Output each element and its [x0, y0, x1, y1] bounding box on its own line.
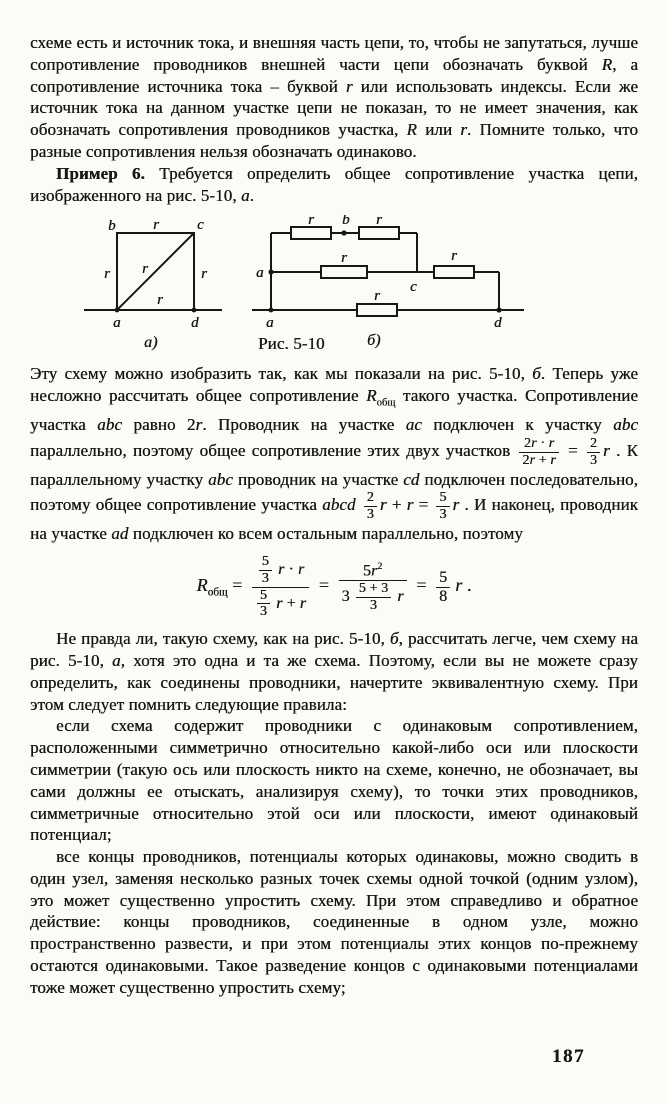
resistor-box	[357, 304, 397, 316]
resistor-label: r	[374, 288, 380, 305]
node-label-a: a	[256, 265, 264, 282]
resistor-box	[291, 227, 331, 239]
paragraph-solution: Эту схему можно изобразить так, как мы показали на рис. 5-10, б. Теперь уже несложно рассчитать общее сопротивление $R_{общ}$ такого участка. Сопротивление участка abc равно 2r. Проводник на участке ac подключен к участку abc параллельно, поэтому общее сопротивление этих двух участков $\frac{2r \cdot r}{2r + r}$ = $\frac{2}{3}$ r . К параллельному участку abc проводник на участке cd подключен последовательно, поэтому общее сопротивление участка abcd $\frac{2}{3}$ r + r = $\frac{5}{3}$ r . И наконец, проводник на участке ad подключен ко всем остальным параллельно, поэтому	[30, 364, 639, 543]
resistor-label: r	[341, 250, 347, 267]
resistor-box	[359, 227, 399, 239]
paragraph-rule-nodes: все концы проводников, потенциалы которых одинаковы, можно сводить в один узел, заменяя несколько разных точек схемы одной точкой (одним узлом), это может существенно упростить схему. При этом справедливо и обратное действие: концы проводников, соединенные в одном узле, можно пространственно развести, и при этом потенциалы этих концов по-прежнему остаются одинаковыми. Такое разведение концов с одинаковыми потенциалами тоже может существенно упростить схему;	[30, 847, 638, 997]
paragraph-intro: схеме есть и источник тока, и внешняя часть цепи, то, чтобы не запутаться, лучше сопротивление проводников внешней части цепи обозначать буквой R, а сопротивление источника тока – буквой r или использовать индексы. Если же источник тока на данном участке цепи не показан, то не имеет значения, как обозначать сопротивления проводников участка, R или r. Помните только, что разные сопротивления нельзя обозначать одинаково.	[30, 33, 639, 161]
node-dot-b	[341, 231, 346, 236]
resistor-box	[321, 266, 367, 278]
node-label-b: b	[342, 215, 350, 229]
node-dot-d	[496, 308, 501, 313]
resistor-label: r	[153, 217, 159, 234]
node-dot-a-bottom	[269, 308, 274, 313]
node-label-a: a	[113, 315, 121, 332]
node-dot-a	[268, 270, 273, 275]
node-label-d: d	[494, 315, 502, 332]
page-number: 187	[552, 1046, 585, 1067]
node-label-b: b	[108, 218, 116, 235]
resistor-label: r	[157, 292, 163, 309]
paragraph-example-6: Пример 6. Требуется определить общее сопротивление участка цепи, изображенного на рис. 5-10, а.	[30, 163, 638, 205]
resistor-box	[434, 266, 474, 278]
resistor-label: r	[451, 248, 457, 265]
resistor-label: r	[201, 266, 207, 283]
equation-r-total: $R_{общ}$ = $\frac{5}{3}$ r · r $\frac{5}{3}$ r + r = $5r^2$ 3 $\frac{5 + 3}{3}$ r = $\frac{5}{8}$ r .	[196, 554, 472, 620]
resistor-label: r	[142, 261, 148, 278]
subfigure-label-a: а)	[144, 334, 158, 352]
resistor-label: r	[308, 215, 314, 229]
circuit-diagram-b	[252, 215, 542, 350]
node-dot-a	[115, 308, 120, 313]
node-label-a-bottom: а	[266, 315, 274, 332]
figure-5-10	[30, 215, 638, 357]
subfigure-label-b: б)	[367, 332, 381, 350]
page-content	[30, 32, 638, 999]
node-label-c: c	[197, 217, 204, 234]
resistor-label: r	[104, 266, 110, 283]
resistor-label: r	[376, 215, 382, 229]
circuit-diagram-a	[82, 217, 227, 352]
paragraph-comparison: Не правда ли, такую схему, как на рис. 5-10, б, рассчитать легче, чем схему на рис. 5-10, а, хотя это одна и та же схема. Поэтому, если вы не можете сразу определить, как соединены проводники, начертите эквивалентную схему. При этом следует помнить следующие правила:	[30, 629, 639, 714]
figure-caption: Рис. 5-10	[258, 334, 325, 354]
paragraph-rule-symmetry: если схема содержит проводники с одинаковым сопротивлением, расположенными симметрично относительно какой-либо оси или плоскости симметрии (такую ось или плоскость никто на схеме, конечно, не обозначает, вы сами должны ее отыскать, анализируя схему), то точки этих проводников, симметричные относительно этой оси или плоскости, имеют одинаковый потенциал;	[30, 716, 638, 845]
node-label-d: d	[191, 315, 199, 332]
wires	[252, 233, 524, 310]
node-dot-d	[192, 308, 197, 313]
node-label-c: c	[410, 279, 417, 296]
